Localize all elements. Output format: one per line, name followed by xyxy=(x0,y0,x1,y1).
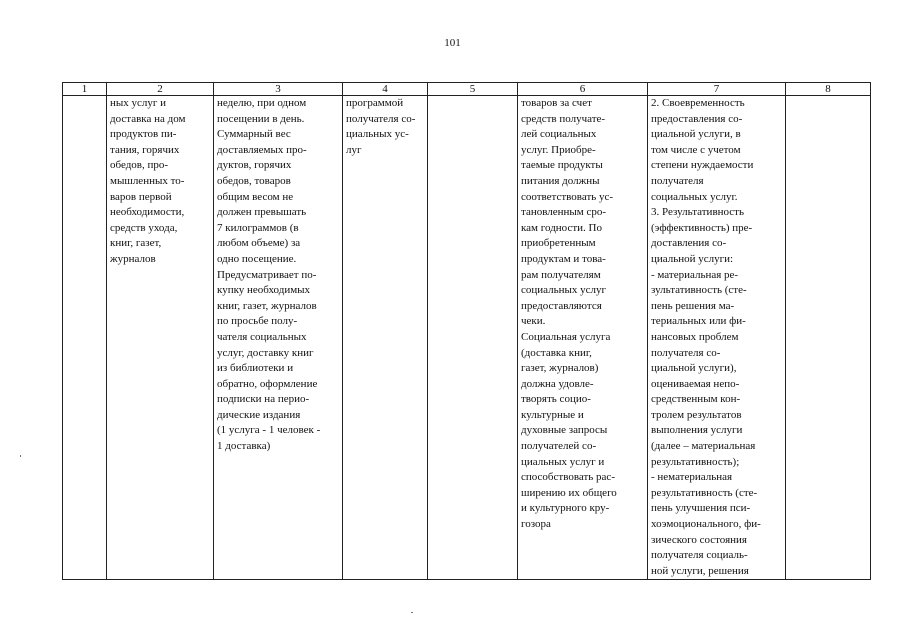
text-line: (эффективность) пре- xyxy=(651,221,753,234)
text-line: ных услуг и xyxy=(110,97,167,109)
bottom-margin-mark xyxy=(411,612,413,613)
text-line: ной услуги, решения xyxy=(651,564,749,577)
text-line: средственным кон- xyxy=(651,393,741,406)
text-line: обедов, товаров xyxy=(217,174,291,187)
text-line: услуг, доставку книг xyxy=(217,346,314,359)
services-table xyxy=(62,82,871,580)
column-header-4: 4 xyxy=(343,83,428,96)
text-line: таемые продукты xyxy=(521,159,603,172)
left-margin-mark xyxy=(20,455,21,457)
cell-col-4 xyxy=(343,96,428,580)
text-line: чеки. xyxy=(521,315,546,328)
cell-col-7-quality-indicators xyxy=(648,96,786,580)
text-line: должна удовле- xyxy=(521,377,594,390)
text-line: доставляемых про- xyxy=(217,143,307,156)
text-line: социальных услуг xyxy=(521,284,607,297)
text-line: продуктам и това- xyxy=(521,252,606,265)
text-line: получателя со- xyxy=(346,112,416,125)
text-line: гозора xyxy=(521,518,551,531)
text-line: зультативность (сте- xyxy=(651,284,747,297)
column-header-2: 2 xyxy=(107,83,214,96)
text-line: культурные и xyxy=(521,408,584,421)
text-line: приобретенным xyxy=(521,237,596,250)
text-line: - материальная ре- xyxy=(651,268,739,281)
text-line: журналов xyxy=(110,252,156,265)
text-line: программой xyxy=(346,97,404,109)
text-line: средств ухода, xyxy=(110,221,178,234)
column-header-1: 1 xyxy=(63,83,107,96)
cell-col-1 xyxy=(63,96,107,580)
text-line: хоэмоционального, фи- xyxy=(651,518,761,531)
text-line: тановленным сро- xyxy=(521,206,607,219)
text-line: рам получателям xyxy=(521,268,601,281)
text-line: тролем результатов xyxy=(651,408,742,421)
text-line: посещении в день. xyxy=(217,112,305,125)
text-line: неделю, при одном xyxy=(217,97,307,109)
text-line: Социальная услуга xyxy=(521,330,611,343)
text-line: чателя социальных xyxy=(217,330,307,343)
text-line: 3. Результативность xyxy=(651,206,745,219)
cell-col-8 xyxy=(786,96,871,580)
text-line: пень решения ма- xyxy=(651,299,735,312)
text-line: зического состояния xyxy=(651,533,747,546)
text-line: по просьбе полу- xyxy=(217,315,298,328)
text-line: териальных или фи- xyxy=(651,315,746,328)
column-header-8: 8 xyxy=(786,83,871,96)
text-line: средств получате- xyxy=(521,112,606,125)
text-line: творять социо- xyxy=(521,393,591,406)
text-line: (далее – материальная xyxy=(651,440,756,453)
column-header-7: 7 xyxy=(648,83,786,96)
text-line: любом объеме) за xyxy=(217,237,301,250)
text-line: циальной услуги: xyxy=(651,252,734,265)
text-line: циальной услуги), xyxy=(651,362,737,375)
column-header-6: 6 xyxy=(518,83,648,96)
text-line: социальных услуг. xyxy=(651,190,738,203)
text-line: должен превышать xyxy=(217,206,307,219)
text-line: 1 доставка) xyxy=(217,440,271,453)
text-line: подписки на перио- xyxy=(217,393,310,406)
text-line: духовные запросы xyxy=(521,424,608,437)
text-line: способствовать рас- xyxy=(521,471,615,484)
text-line: соответствовать ус- xyxy=(521,190,614,203)
text-line: Предусматривает по- xyxy=(217,268,317,281)
text-line: дуктов, горячих xyxy=(217,159,292,172)
cell-col-2-service-name xyxy=(107,96,214,580)
text-line: обедов, про- xyxy=(110,159,169,172)
text-line: результативность (сте- xyxy=(651,486,758,499)
text-line: 7 килограммов (в xyxy=(217,221,299,234)
text-line: оцениваемая непо- xyxy=(651,377,740,390)
text-line: дические издания xyxy=(217,408,301,421)
text-line: товаров за счет xyxy=(521,97,592,109)
text-line: книг, газет, журналов xyxy=(217,299,317,312)
cell-col-3-description xyxy=(214,96,343,580)
column-header-3: 3 xyxy=(214,83,343,96)
text-line: продуктов пи- xyxy=(110,128,177,141)
text-line: результативность); xyxy=(651,455,740,468)
text-line: необходимости, xyxy=(110,206,185,219)
text-line: из библиотеки и xyxy=(217,362,294,375)
text-line: 2. Своевременность xyxy=(651,97,745,109)
header-row xyxy=(63,83,871,96)
text-line: выполнения услуги xyxy=(651,424,743,437)
text-line: и культурного кру- xyxy=(521,502,610,515)
table-row xyxy=(63,96,871,580)
text-line: нансовых проблем xyxy=(651,330,739,343)
text-line: циальной услуги, в xyxy=(651,128,741,141)
text-line: циальных ус- xyxy=(346,128,409,141)
text-line: ширению их общего xyxy=(521,486,617,499)
text-line: общим весом не xyxy=(217,190,294,203)
text-line: - нематериальная xyxy=(651,471,733,484)
text-line: варов первой xyxy=(110,190,172,203)
text-line: услуг. Приобре- xyxy=(521,143,596,156)
text-line: купку необходимых xyxy=(217,284,311,297)
text-line: получателя социаль- xyxy=(651,549,748,562)
text-line: лей социальных xyxy=(521,128,597,141)
text-line: пень улучшения пси- xyxy=(651,502,751,515)
text-line: циальных услуг и xyxy=(521,455,605,468)
text-line: доставления со- xyxy=(651,237,727,250)
text-line: (1 услуга - 1 человек - xyxy=(217,424,321,437)
text-line: Суммарный вес xyxy=(217,128,291,141)
text-line: получателя со- xyxy=(651,346,721,359)
column-header-5: 5 xyxy=(428,83,518,96)
text-line: газет, журналов) xyxy=(521,362,599,375)
text-line: питания должны xyxy=(521,174,600,187)
cell-col-5 xyxy=(428,96,518,580)
text-line: одно посещение. xyxy=(217,252,297,265)
text-line: том числе с учетом xyxy=(651,143,741,156)
text-line: обратно, оформление xyxy=(217,377,318,390)
text-line: книг, газет, xyxy=(110,237,162,250)
page-number: 101 xyxy=(444,37,461,49)
text-line: предоставляются xyxy=(521,299,602,312)
text-line: тания, горячих xyxy=(110,143,180,156)
text-line: предоставления со- xyxy=(651,112,743,125)
text-line: мышленных то- xyxy=(110,174,185,187)
text-line: получателей со- xyxy=(521,440,597,453)
cell-col-6-conditions xyxy=(518,96,648,580)
text-line: доставка на дом xyxy=(110,112,186,125)
text-line: (доставка книг, xyxy=(521,346,592,359)
text-line: луг xyxy=(346,143,362,156)
text-line: получателя xyxy=(651,174,704,187)
text-line: кам годности. По xyxy=(521,221,602,234)
text-line: степени нуждаемости xyxy=(651,159,754,172)
